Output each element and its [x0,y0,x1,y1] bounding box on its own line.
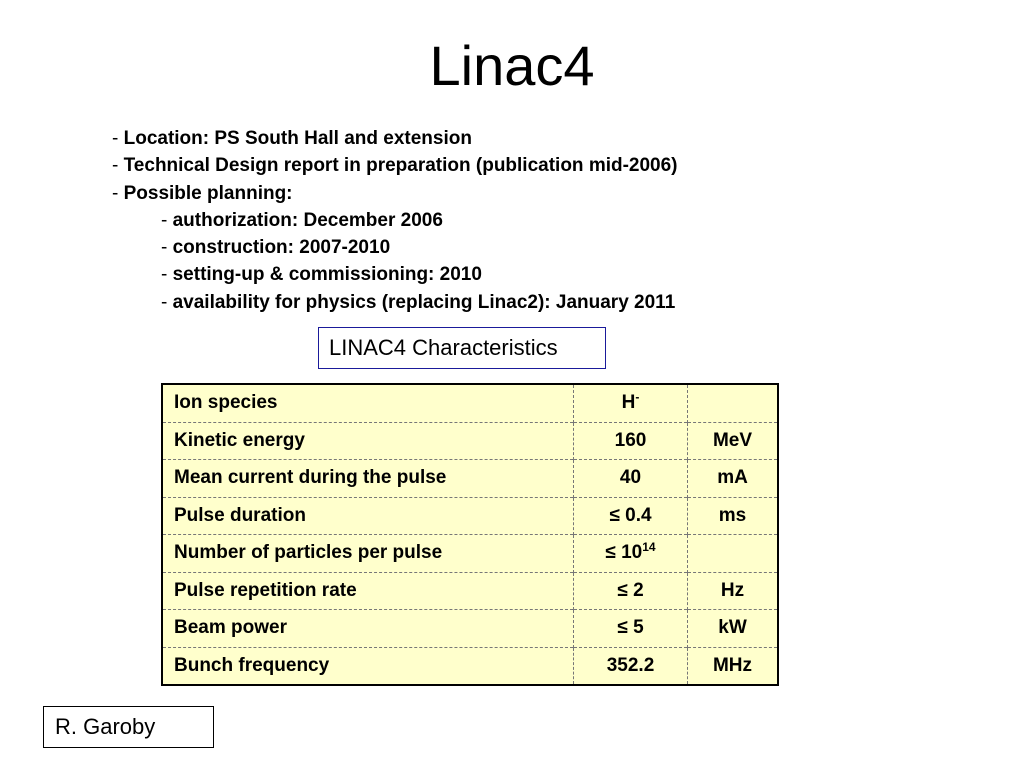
param-unit: MHz [688,647,779,685]
param-name: Kinetic energy [162,422,574,460]
table-row [162,460,778,498]
bullet-dash: - [161,291,173,313]
param-value-sup: - [635,390,640,405]
table-row [162,535,778,573]
param-value-text: ≤ 2 [617,579,644,601]
bullet-list [112,125,678,316]
param-value-text: ≤ 10 [605,542,643,564]
bullet-item [112,180,678,207]
param-name: Mean current during the pulse [162,460,574,498]
bullet-text: Possible planning: [123,182,293,204]
param-value [574,497,688,535]
bullet-dash: - [161,264,173,286]
sub-bullet-item [112,234,678,261]
param-name: Beam power [162,610,574,648]
param-unit [688,384,779,422]
table-row [162,497,778,535]
param-value [574,460,688,498]
sub-bullet-item [112,261,678,288]
table-row [162,422,778,460]
param-value [574,610,688,648]
param-value [574,535,688,573]
bullet-text: Location: PS South Hall and extension [123,128,472,149]
bullet-dash: - [112,155,124,177]
characteristics-table [161,383,779,686]
table-row [162,610,778,648]
characteristics-label: LINAC4 Characteristics [318,327,606,369]
bullet-dash: - [161,237,173,259]
param-value-text: 160 [614,429,647,451]
table-row [162,572,778,610]
sub-bullet-item [112,289,678,316]
param-name: Bunch frequency [162,647,574,685]
param-value-text: 352.2 [606,654,655,676]
bullet-dash: - [112,182,124,204]
param-value-text: 40 [619,467,642,489]
bullet-text: authorization: December 2006 [172,209,443,231]
param-value-sup: 14 [642,540,656,555]
param-value [574,647,688,685]
param-unit: kW [688,610,779,648]
bullet-dash: - [112,128,124,149]
slide-title: Linac4 [429,34,595,97]
param-value [574,384,688,422]
param-unit: MeV [688,422,779,460]
param-unit: mA [688,460,779,498]
param-value-text: ≤ 5 [617,617,644,639]
param-value [574,572,688,610]
bullet-text: setting-up & commissioning: 2010 [172,264,482,286]
param-unit: Hz [688,572,779,610]
param-unit: ms [688,497,779,535]
bullet-text: Technical Design report in preparation (publication mid-2006) [123,155,678,177]
bullet-item [112,152,678,179]
table-row [162,647,778,685]
bullet-dash: - [161,209,173,231]
bullet-text: availability for physics (replacing Linac2): January 2011 [172,291,676,313]
param-name: Ion species [174,392,278,414]
sub-bullet-item [112,207,678,234]
param-value-text: ≤ 0.4 [609,504,652,526]
param-value [574,422,688,460]
author-label: R. Garoby [43,706,214,748]
param-value-text: H [621,392,636,414]
param-unit [688,535,779,573]
param-name: Pulse duration [162,497,574,535]
param-name: Pulse repetition rate [162,572,574,610]
param-name: Number of particles per pulse [162,535,574,573]
table-row [162,384,778,422]
bullet-text: construction: 2007-2010 [172,237,391,259]
bullet-item [112,125,678,152]
